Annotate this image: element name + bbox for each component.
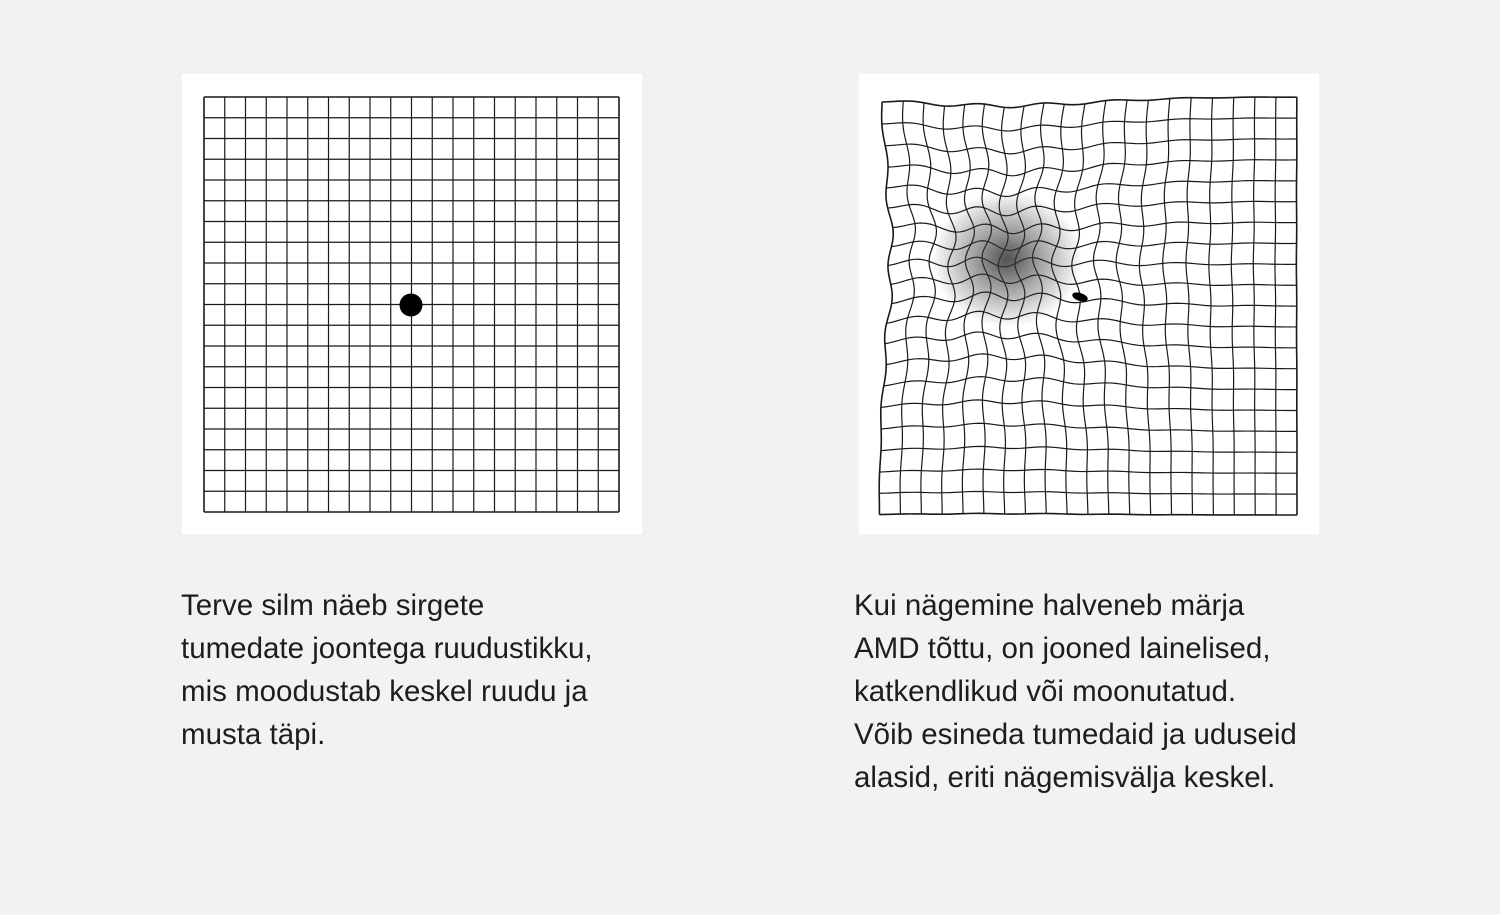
amsler-grid-distorted xyxy=(859,74,1319,534)
grid-vertical-line xyxy=(879,102,893,515)
grid-vertical-line xyxy=(1093,101,1108,515)
caption-wet-amd xyxy=(854,584,1454,799)
grid-horizontal-line xyxy=(888,160,1297,176)
grid-vertical-line xyxy=(1139,100,1150,515)
grid-vertical-line xyxy=(900,101,915,514)
amsler-grid-healthy-drawing xyxy=(182,74,642,534)
grid-vertical-line xyxy=(1296,97,1297,515)
caption-line: tumedate joontega ruudustikku, xyxy=(181,632,593,665)
grid-vertical-line xyxy=(1116,100,1130,514)
grid-vertical-line xyxy=(1072,104,1088,514)
caption-line: katkendlikud või moonutatud. xyxy=(854,675,1237,708)
caption-line: AMD tõttu, on jooned lainelised, xyxy=(854,632,1271,665)
grid-vertical-line xyxy=(1163,99,1172,515)
grid-horizontal-line xyxy=(882,118,1297,131)
grid-vertical-line xyxy=(942,106,956,514)
amsler-grid-distorted-drawing xyxy=(859,74,1319,534)
amsler-grid-healthy xyxy=(182,74,642,534)
grid-horizontal-line xyxy=(888,201,1297,215)
caption-healthy-eye xyxy=(181,584,741,756)
blurred-dark-area xyxy=(932,191,1082,327)
grid-horizontal-line xyxy=(886,354,1297,369)
grid-vertical-line xyxy=(921,103,937,514)
caption-line: mis moodustab keskel ruudu ja xyxy=(181,675,588,708)
caption-line: musta täpi. xyxy=(181,718,326,751)
caption-line: alasid, eriti nägemisvälja keskel. xyxy=(854,761,1276,794)
caption-line: Terve silm näeb sirgete xyxy=(181,589,485,622)
caption-line: Kui nägemine halveneb märja xyxy=(854,589,1245,622)
caption-line: Võib esineda tumedaid ja uduseid xyxy=(854,718,1297,751)
fixation-dot xyxy=(400,294,423,317)
